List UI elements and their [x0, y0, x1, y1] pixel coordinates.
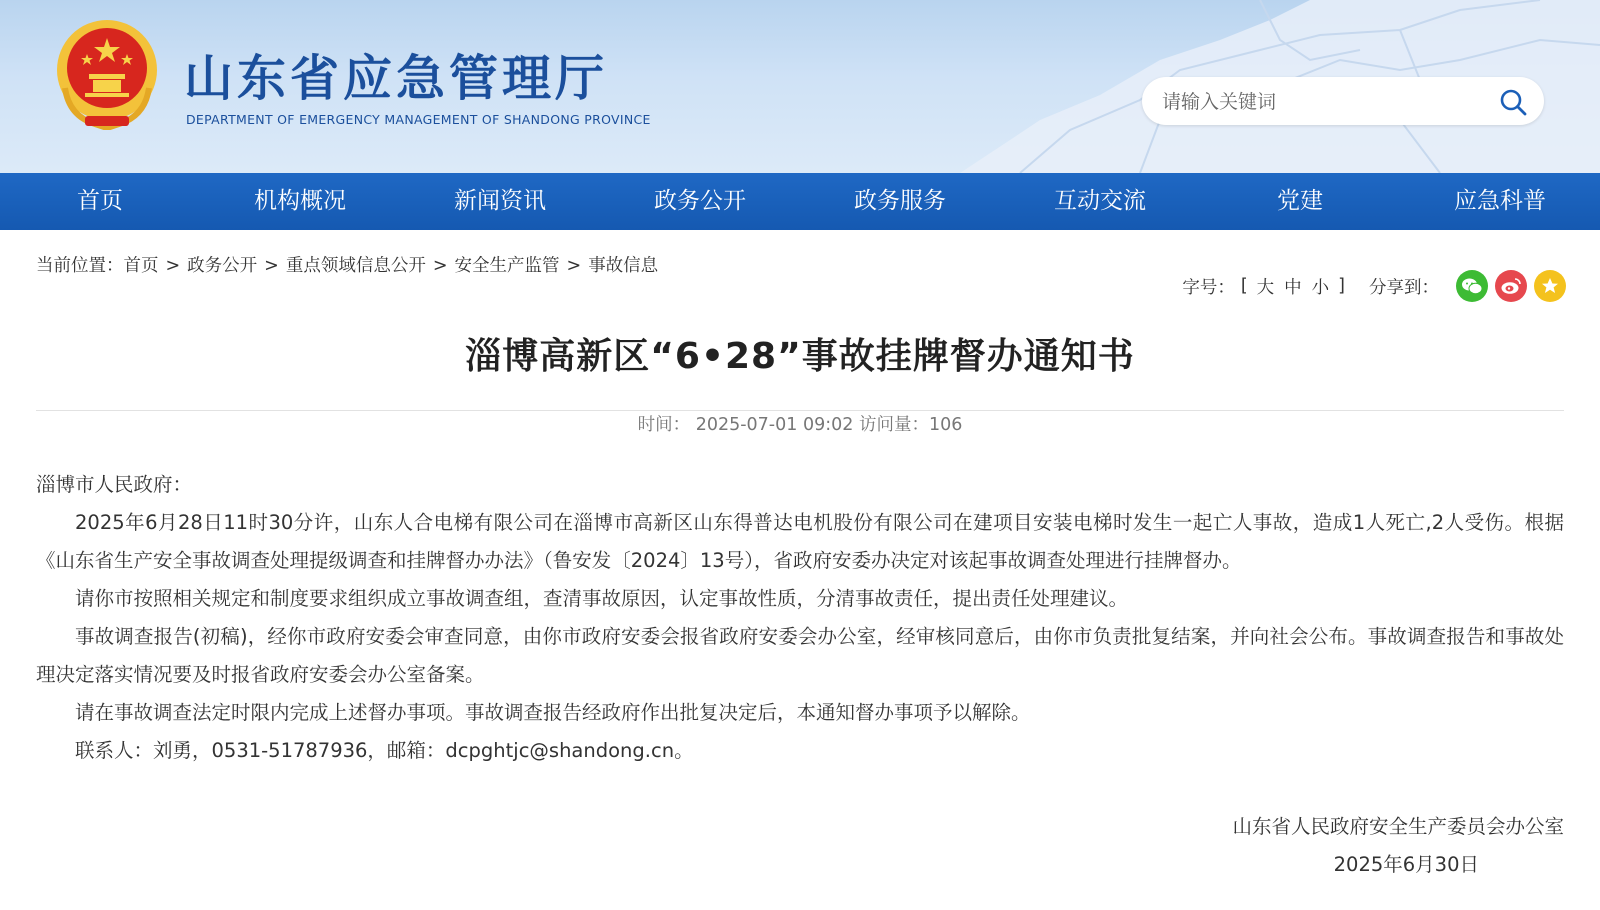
nav-item-public-affairs[interactable]: 政务公开 — [654, 188, 746, 214]
breadcrumb — [36, 252, 658, 277]
nav-item-science[interactable]: 应急科普 — [1454, 188, 1546, 214]
nav-item-party[interactable]: 党建 — [1277, 188, 1323, 214]
article-paragraph: 请在事故调查法定时限内完成上述督办事项。事故调查报告经政府作出批复决定后，本通知督办事项予以解除。 — [75, 701, 1031, 724]
article-meta: 时间： 2025-07-01 09:02 访问量：106 — [637, 415, 963, 435]
breadcrumb-item-home[interactable]: 首页 — [123, 256, 159, 276]
article-paragraph: 事故调查报告(初稿)，经你市政府安委会审查同意，由你市政府安委会报省政府安委会办公室，经审核同意后，由你市负责批复结案，并向社会公布。事故调查报告和事故处理决定落实情况要及时报省政府安委会办公室备案。 — [36, 625, 1564, 686]
article-tools — [1182, 266, 1566, 306]
font-size-bracket-close: ] — [1338, 276, 1345, 296]
breadcrumb-item-key-areas[interactable]: 重点领域信息公开 — [285, 256, 426, 276]
article-paragraph: 联系人：刘勇，0531-51787936，邮箱：dcpghtjc@shandong.cn。 — [75, 739, 694, 762]
font-size-label: 字号： — [1182, 277, 1235, 298]
article-paragraph: 2025年6月28日11时30分许，山东人合电梯有限公司在淄博市高新区山东得普达电机股份有限公司在建项目安装电梯时发生一起亡人事故，造成1人死亡,2人受伤。根据《山东省生产安全事故调查处理提级调查和挂牌督办办法》（鲁安发〔2024〕13号），省政府安委办决定对该起事故调查处理进行挂牌督办。 — [36, 511, 1564, 572]
breadcrumb-item-accident-info[interactable]: 事故信息 — [588, 256, 659, 276]
site-title: 山东省应急管理厅 — [184, 50, 609, 107]
main-nav — [0, 173, 1600, 230]
site-header — [0, 0, 1600, 173]
nav-item-news[interactable]: 新闻资讯 — [454, 188, 546, 214]
font-size-small-button[interactable]: 小 — [1311, 277, 1330, 298]
national-emblem-icon — [55, 18, 159, 130]
search-input[interactable] — [1160, 77, 1484, 127]
article-signature — [1232, 808, 1564, 884]
breadcrumb-separator: > — [165, 256, 181, 276]
font-size-bracket-open: [ — [1240, 276, 1248, 296]
article-body — [36, 466, 1564, 770]
nav-item-interaction[interactable]: 互动交流 — [1054, 188, 1146, 214]
font-size-large-button[interactable]: 大 — [1256, 277, 1275, 298]
signature-date: 2025年6月30日 — [1333, 853, 1479, 876]
nav-item-home[interactable]: 首页 — [77, 188, 123, 214]
breadcrumb-item-safety-supervision[interactable]: 安全生产监管 — [454, 256, 560, 276]
favorite-star-icon[interactable] — [1534, 270, 1566, 302]
nav-item-organization[interactable]: 机构概况 — [254, 188, 346, 214]
weibo-icon[interactable] — [1495, 270, 1527, 302]
main-content — [0, 230, 1600, 910]
signature-organization: 山东省人民政府安全生产委员会办公室 — [1232, 815, 1564, 838]
share-label: 分享到： — [1369, 277, 1439, 298]
breadcrumb-separator: > — [432, 256, 448, 276]
article-title: 淄博高新区“6•28”事故挂牌督办通知书 — [465, 336, 1135, 377]
site-subtitle: DEPARTMENT OF EMERGENCY MANAGEMENT OF SHANDONG PROVINCE — [186, 112, 651, 127]
breadcrumb-separator: > — [566, 256, 582, 276]
nav-item-services[interactable]: 政务服务 — [854, 188, 946, 214]
search-icon[interactable] — [1498, 87, 1528, 117]
breadcrumb-item-public-affairs[interactable]: 政务公开 — [187, 256, 258, 276]
wechat-icon[interactable] — [1456, 270, 1488, 302]
breadcrumb-separator: > — [264, 256, 279, 276]
article-paragraph: 请你市按照相关规定和制度要求组织成立事故调查组，查清事故原因，认定事故性质，分清事故责任，提出责任处理建议。 — [75, 587, 1129, 610]
font-size-medium-button[interactable]: 中 — [1284, 277, 1302, 298]
breadcrumb-prefix: 当前位置： — [36, 256, 124, 276]
article-salutation: 淄博市人民政府： — [36, 473, 193, 496]
search-box — [1142, 77, 1544, 125]
